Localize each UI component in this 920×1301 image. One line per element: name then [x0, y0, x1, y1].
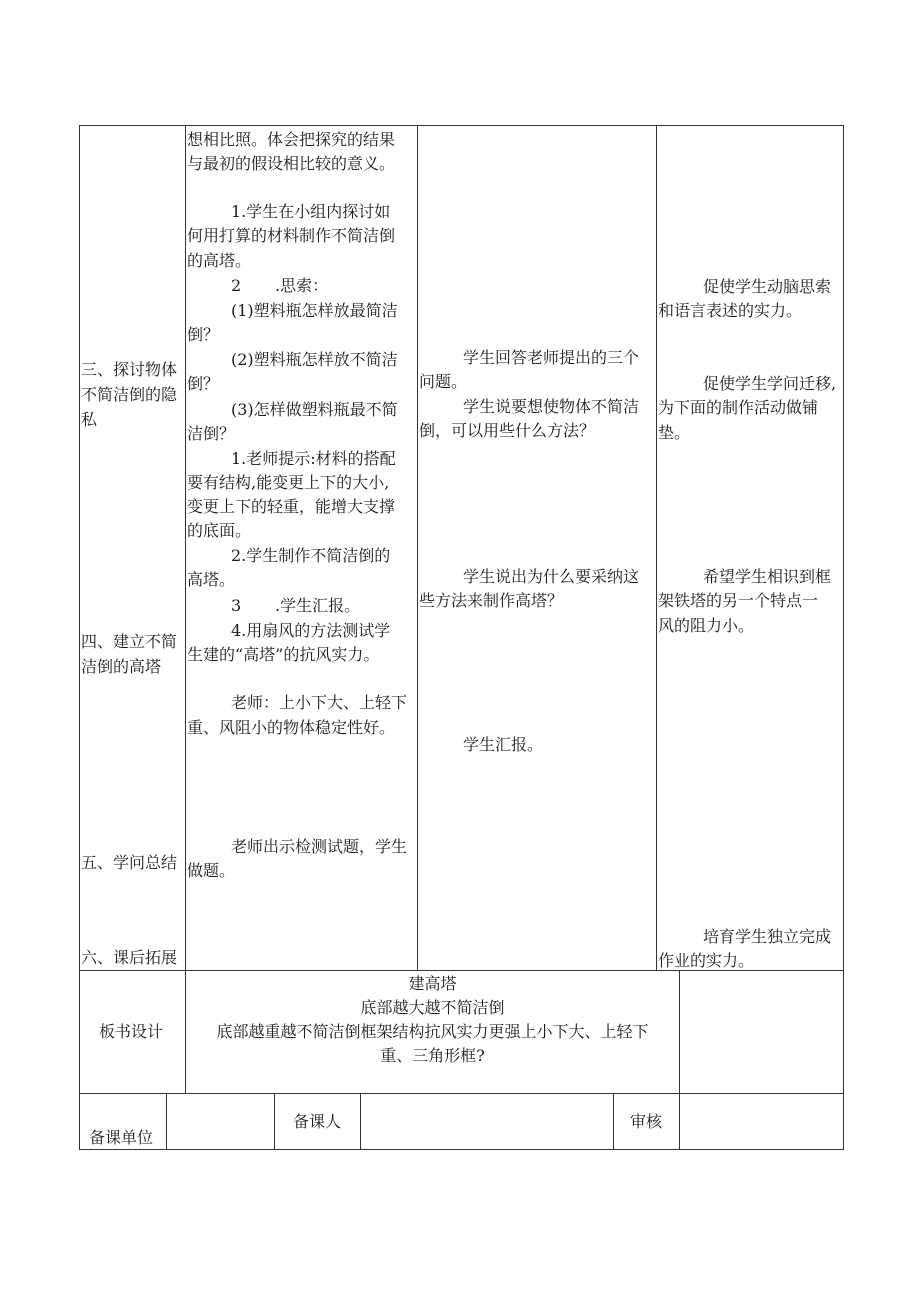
section-5-heading: 五、学问总结 — [81, 853, 178, 872]
text-line: 些方法来制作高塔？ — [419, 591, 564, 610]
text-line: 希望学生相识到框 — [703, 567, 832, 586]
board-design-label: 板书设计 — [99, 1022, 164, 1041]
prep-unit-label: 备课单位 — [89, 1128, 154, 1147]
col-divider-2 — [417, 125, 418, 970]
text-line: 作业的实力。 — [658, 951, 755, 970]
board-right-divider — [679, 970, 680, 1093]
text-line: (2)塑料瓶怎样放不简洁 — [231, 350, 398, 369]
text-line: 学生回答老师提出的三个 — [463, 348, 640, 367]
text-line: (3)怎样做塑料瓶最不简 — [231, 400, 398, 419]
text-line: 学生说要想使物体不简洁 — [463, 397, 640, 416]
text-line: 2.学生制作不简洁倒的 — [231, 546, 391, 565]
text-line: 1.学生在小组内探讨如 — [231, 202, 391, 221]
text-line: 老师：上小下大、上轻下 — [231, 693, 408, 712]
text-line: 倒？ — [187, 325, 220, 344]
section-6-heading: 六、课后拓展 — [81, 948, 178, 967]
footer-divider-4 — [613, 1093, 614, 1150]
text-line: 的底面。 — [187, 521, 252, 540]
col-divider-3 — [656, 125, 657, 970]
prep-person-label: 备课人 — [293, 1112, 342, 1131]
text-line: 重、风阻小的物体稳定性好。 — [187, 718, 396, 737]
heading-line: 私 — [81, 410, 98, 429]
text-line: (1)塑料瓶怎样放最简洁 — [231, 301, 398, 320]
text-line: 洁倒？ — [187, 424, 236, 443]
row-divider-footer — [79, 1093, 844, 1094]
text-line: 高塔。 — [187, 570, 236, 589]
text-line: 做题。 — [187, 861, 236, 880]
text-line: 垫。 — [658, 423, 691, 442]
text-line: 何用打算的材料制作不简洁倒 — [187, 226, 396, 245]
footer-divider-2 — [274, 1093, 275, 1150]
text-line: 倒，可以用些什么方法？ — [419, 421, 596, 440]
text-line: 4.用扇风的方法测试学 — [231, 621, 391, 640]
heading-line: 三、探讨物体 — [81, 360, 178, 379]
text-line: 学生说出为什么要采纳这 — [463, 567, 640, 586]
text-line: 倒？ — [187, 374, 220, 393]
heading-line: 四、建立不简 — [81, 632, 178, 651]
text-line: 架铁塔的另一个特点一 — [658, 591, 819, 610]
step-text: .学生汇报。 — [275, 596, 361, 615]
footer-divider-3 — [360, 1093, 361, 1150]
text-line: 培育学生独立完成 — [703, 927, 832, 946]
review-label: 审核 — [630, 1112, 663, 1131]
heading-line: 不简洁倒的隐 — [81, 385, 178, 404]
text-line: 老师出示检测试题，学生 — [231, 837, 408, 856]
text-line: 和语言表述的实力。 — [658, 301, 803, 320]
table-border-bottom — [79, 1149, 844, 1150]
text-line: 要有结构,能变更上下的大小, — [187, 473, 390, 492]
board-line: 建高塔 — [408, 974, 457, 993]
step-text: .思索： — [275, 276, 329, 295]
step-number: 3 — [231, 596, 242, 615]
text-line: 为下面的制作活动做铺 — [658, 398, 819, 417]
text-line: 想相比照。体会把探究的结果 — [187, 130, 396, 149]
text-line: 变更上下的轻重，能增大支撑 — [187, 497, 396, 516]
board-line: 重、三角形框? — [380, 1046, 485, 1065]
text-line: 生建的“高塔”的抗风实力。 — [187, 645, 380, 664]
text-line: 问题。 — [419, 372, 468, 391]
heading-line: 洁倒的高塔 — [81, 657, 162, 676]
text-line: 促使学生学问迁移, — [703, 374, 837, 393]
table-border-left — [79, 125, 80, 1150]
col-divider-1 — [185, 125, 186, 1093]
student-report: 学生汇报。 — [463, 735, 544, 754]
text-line: 促使学生动脑思索 — [703, 277, 832, 296]
footer-divider-1 — [166, 1093, 167, 1150]
table-border-right — [843, 125, 844, 1150]
text-line: 与最初的假设相比较的意义。 — [187, 154, 396, 173]
table-border-top — [79, 125, 844, 126]
footer-divider-5 — [679, 1093, 680, 1150]
board-content — [186, 972, 679, 1068]
board-line: 底部越重越不简洁倒框架结构抗风实力更强上小下大、上轻下 — [216, 1022, 649, 1041]
step-number: 2 — [231, 276, 242, 295]
text-line: 风的阻力小。 — [658, 616, 755, 635]
text-line: 的高塔。 — [187, 251, 252, 270]
board-line: 底部越大越不简洁倒 — [360, 998, 505, 1017]
text-line: 1.老师提示:材料的搭配 — [231, 449, 396, 468]
